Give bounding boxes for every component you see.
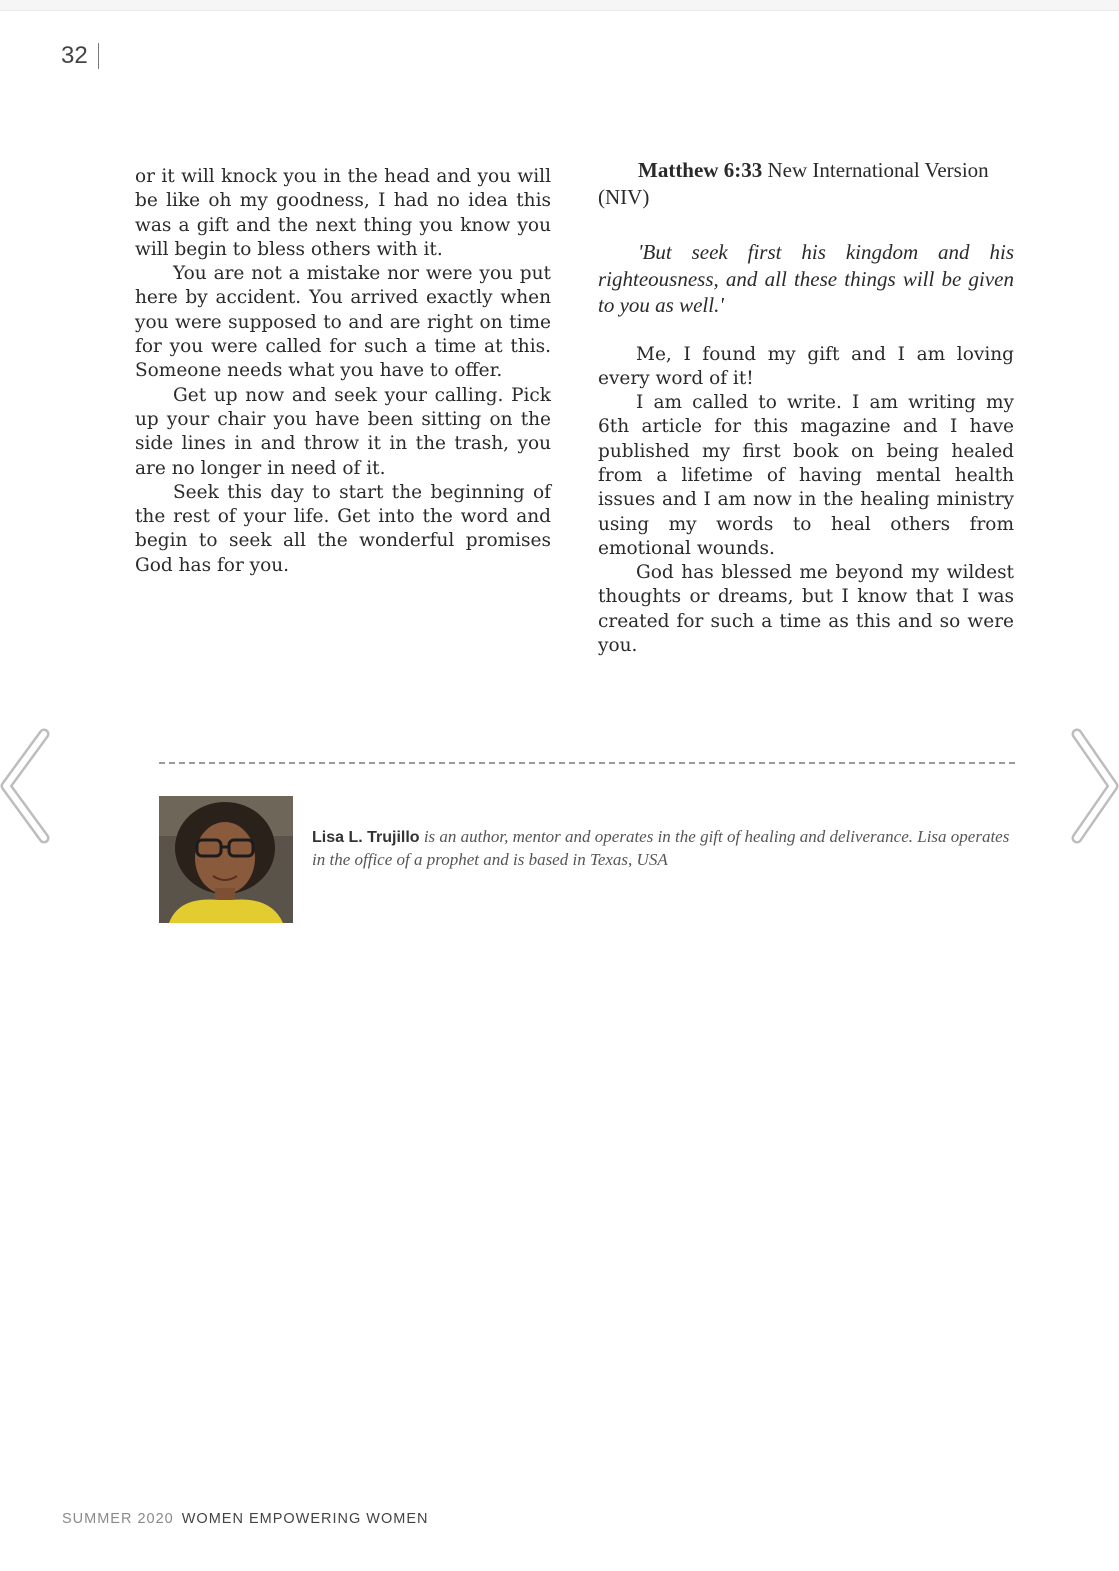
verse-reference: Matthew 6:33	[638, 158, 763, 182]
verse-heading	[598, 157, 1014, 211]
article-right-column	[598, 157, 1014, 658]
footer-magazine-title: WOMEN EMPOWERING WOMEN	[181, 1511, 429, 1527]
verse-version: New International Version (NIV)	[598, 158, 989, 209]
author-name: Lisa L. Trujillo	[312, 829, 420, 846]
footer-issue: SUMMER 2020	[62, 1511, 174, 1527]
top-toolbar-strip	[0, 0, 1119, 11]
verse-quote: 'But seek first his kingdom and his righteousness, and all these things will be given to you as well.'	[598, 240, 1014, 317]
author-bio-text: is an author, mentor and operates in the gift of healing and deliverance. Lisa operates in the office of a prophet and is based in Texas, USA	[312, 827, 1010, 869]
page-number-divider	[98, 43, 99, 69]
paragraph: Seek this day to start the beginning of the rest of your life. Get into the word and begin to seek all the wonderful promises God has for you.	[135, 481, 551, 576]
section-divider	[159, 762, 1015, 764]
paragraph: Me, I found my gift and I am loving every word of it!	[598, 343, 1014, 389]
paragraph: Get up now and seek your calling. Pick up your chair you have been sitting on the side lines in and throw it in the trash, you are no longer in need of it.	[135, 384, 551, 479]
article-left-column	[135, 165, 551, 578]
author-photo	[159, 796, 293, 923]
previous-page-button[interactable]	[0, 720, 50, 850]
page-number	[61, 42, 99, 70]
chevron-right-icon	[1069, 720, 1119, 850]
author-portrait-illustration	[159, 796, 293, 923]
author-bio	[312, 826, 1012, 871]
chevron-left-icon	[0, 720, 50, 850]
paragraph: You are not a mistake nor were you put here by accident. You arrived exactly when you were supposed to and are right on time for you were called for such a time at this. Someone needs what you have to offer.	[135, 263, 551, 382]
page-footer	[62, 1511, 428, 1527]
paragraph: or it will knock you in the head and you will be like oh my goodness, I had no idea this was a gift and the next thing you know you will begin to bless others with it.	[135, 166, 551, 260]
spacer	[598, 319, 1014, 343]
paragraph: I am called to write. I am writing my 6th article for this magazine and I have published my first book on being healed from a lifetime of having mental health issues and I am now in the healing ministry using my words to heal others from emotional wounds.	[598, 392, 1014, 559]
next-page-button[interactable]	[1069, 720, 1119, 850]
paragraph: God has blessed me beyond my wildest thoughts or dreams, but I know that I was created for such a time as this and so were you.	[598, 562, 1014, 657]
page-number-label: 32	[61, 42, 88, 69]
